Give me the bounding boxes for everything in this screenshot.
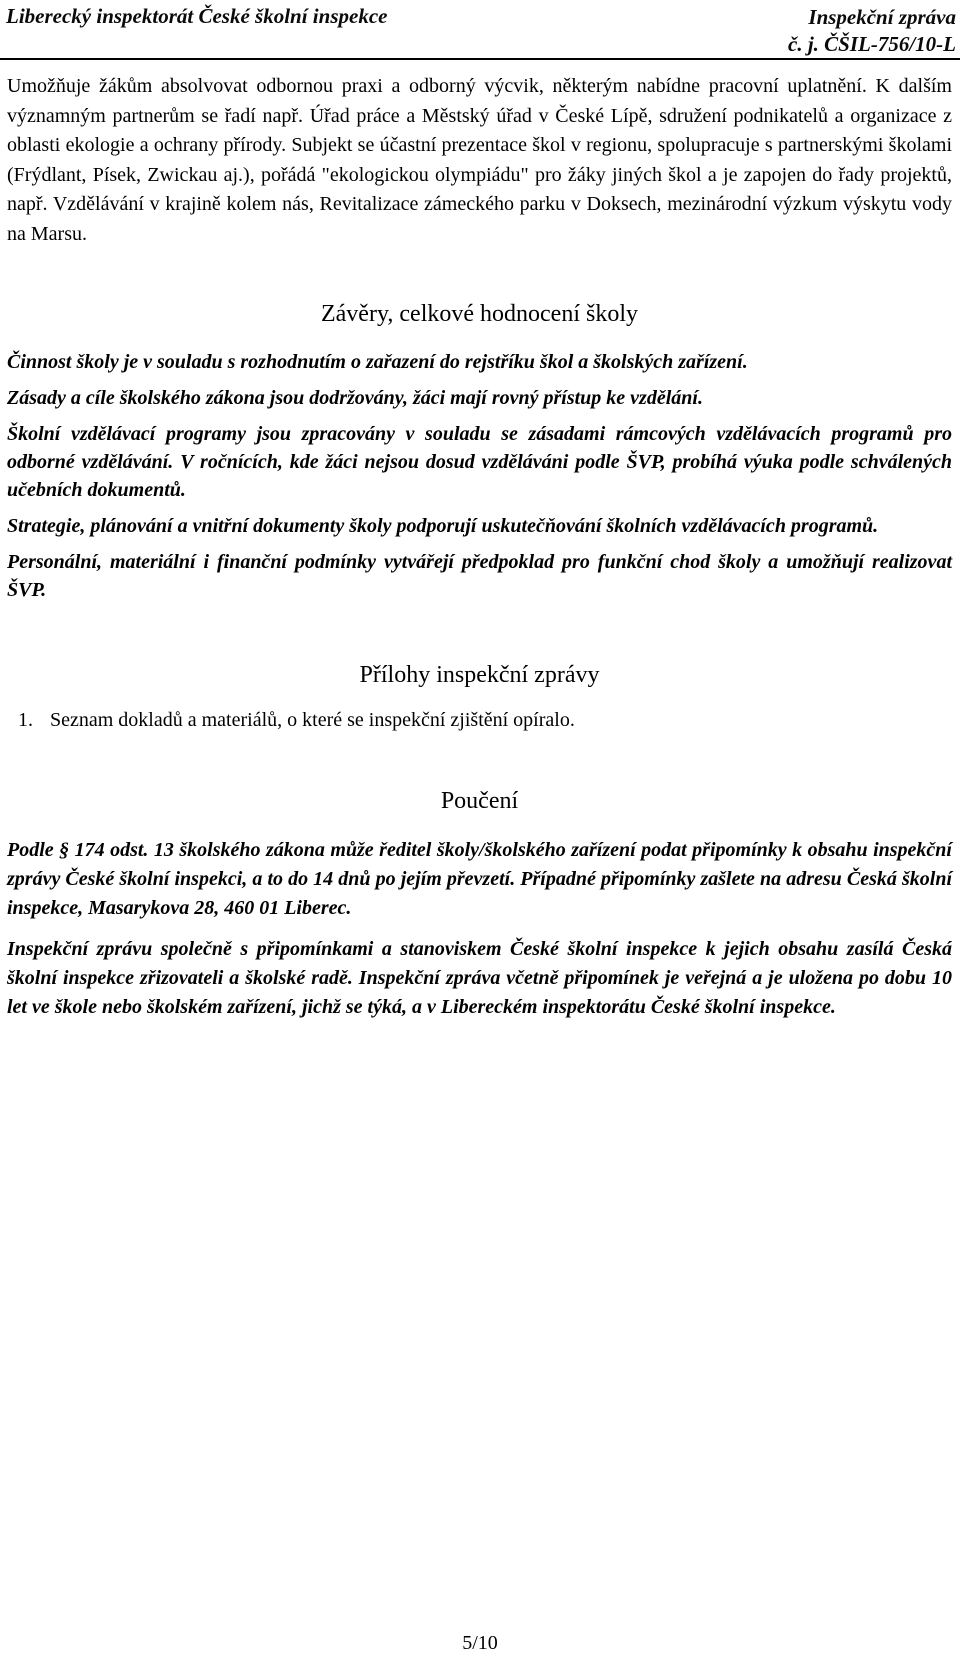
findings-section (7, 348, 952, 604)
inspectorate-name: Liberecký inspektorát České školní inspekce (6, 4, 388, 28)
findings-paragraph: Školní vzdělávací programy jsou zpracovány v souladu se zásadami rámcových vzdělávacích programů pro odborné vzdělávání. V ročnících, kde žáci nejsou dosud vzděláváni podle ŠVP, probíhá výuka podle schválených učebních dokumentů. (7, 423, 952, 501)
annex-list (7, 706, 952, 734)
report-id-block (788, 4, 956, 58)
findings-heading: Závěry, celkové hodnocení školy (320, 301, 638, 327)
annex-heading: Přílohy inspekční zprávy (359, 662, 600, 688)
notice-paragraph: Podle § 174 odst. 13 školského zákona může ředitel školy/školského zařízení podat připomínky k obsahu inspekční zprávy České školní inspekci, a to do 14 dnů po jejím převzetí. Případné připomínky zašlete na adresu Česká školní inspekce, Masarykova 28, 460 01 Liberec. (7, 839, 952, 919)
findings-paragraph: Zásady a cíle školského zákona jsou dodržovány, žáci mají rovný přístup ke vzdělání. (7, 387, 703, 409)
findings-paragraph: Činnost školy je v souladu s rozhodnutím o zařazení do rejstříku škol a školských zařízení. (7, 351, 748, 373)
notice-heading: Poučení (440, 788, 519, 814)
findings-paragraph: Personální, materiální i finanční podmínky vytvářejí předpoklad pro funkční chod školy a umožňují realizovat ŠVP. (7, 551, 952, 601)
page-header (0, 0, 960, 60)
document-body (7, 72, 952, 1034)
page-number: 5/10 (462, 1632, 498, 1654)
annex-list-item: 1. Seznam dokladů a materiálů, o které se inspekční zjištění opíralo. (38, 706, 952, 734)
notice-section (7, 836, 952, 1022)
findings-paragraph: Strategie, plánování a vnitřní dokumenty školy podporují uskutečňování školních vzdělávacích programů. (7, 515, 879, 537)
report-reference-number: č. j. ČŠIL-756/10-L (788, 32, 956, 56)
notice-paragraph: Inspekční zprávu společně s připomínkami a stanoviskem České školní inspekce k jejich obsahu zasílá Česká školní inspekce zřizovateli a školské radě. Inspekční zpráva včetně připomínek je veřejná a je uložena po dobu 10 let ve škole nebo školském zařízení, jichž se týká, a v Libereckém inspektorátu České školní inspekce. (7, 938, 952, 1018)
report-title: Inspekční zpráva (808, 5, 956, 29)
intro-paragraph: Umožňuje žákům absolvovat odbornou praxi a odborný výcvik, některým nabídne pracovní uplatnění. K dalším významným partnerům se řadí např. Úřad práce a Městský úřad v České Lípě, sdružení podnikatelů a organizace z oblasti ekologie a ochrany přírody. Subjekt se účastní prezentace škol v regionu, spolupracuje s partnerskými školami (Frýdlant, Písek, Zwickau aj.), pořádá "ekologickou olympiádu" pro žáky jiných škol a je zapojen do řady projektů, např. Vzdělávání v krajině kolem nás, Revitalizace zámeckého parku v Doksech, mezinárodní výzkum výskytu vody na Marsu. (7, 75, 952, 245)
